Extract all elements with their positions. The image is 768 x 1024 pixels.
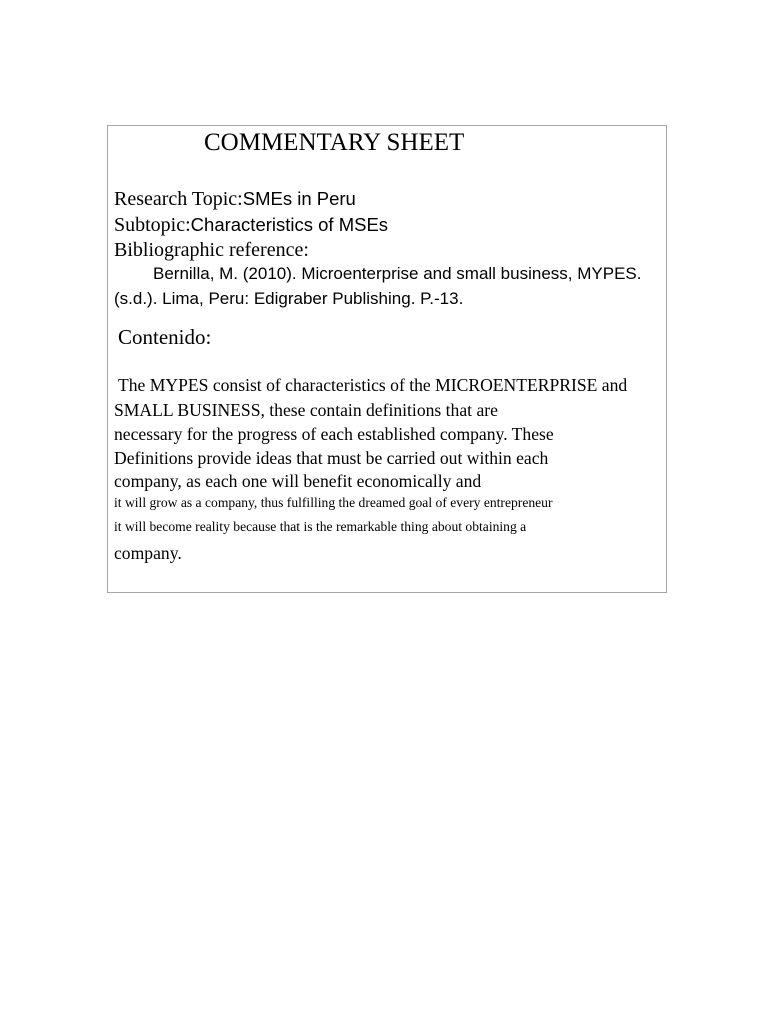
content-line: Definitions provide ideas that must be carried out within each: [114, 448, 549, 468]
research-topic-value: SMEs in Peru: [242, 188, 356, 209]
research-topic-row: [114, 189, 356, 209]
subtopic-value: Characteristics of MSEs: [190, 214, 389, 235]
content-heading: Contenido:: [118, 325, 212, 349]
subtopic-label: Subtopic:: [114, 214, 191, 236]
bibliographic-label: Bibliographic reference:: [114, 239, 309, 261]
content-line: The MYPES consist of characteristics of the MICROENTERPRISE and: [118, 375, 628, 395]
content-line: company.: [114, 543, 182, 563]
commentary-sheet: [107, 125, 667, 593]
content-line: it will become reality because that is the remarkable thing about obtaining a: [114, 519, 527, 534]
reference-line-2: (s.d.). Lima, Peru: Edigraber Publishing. P.-13.: [114, 289, 464, 308]
content-line: company, as each one will benefit economically and: [114, 471, 482, 491]
reference-line-1: Bernilla, M. (2010). Microenterprise and small business, MYPES.: [153, 264, 642, 283]
sheet-title: COMMENTARY SHEET: [204, 129, 465, 156]
research-topic-label: Research Topic:: [114, 188, 243, 210]
content-line: necessary for the progress of each established company. These: [114, 424, 554, 444]
content-line: SMALL BUSINESS, these contain definitions that are: [114, 400, 498, 420]
subtopic-row: [114, 215, 388, 235]
content-line: it will grow as a company, thus fulfilling the dreamed goal of every entrepreneur: [114, 495, 553, 510]
